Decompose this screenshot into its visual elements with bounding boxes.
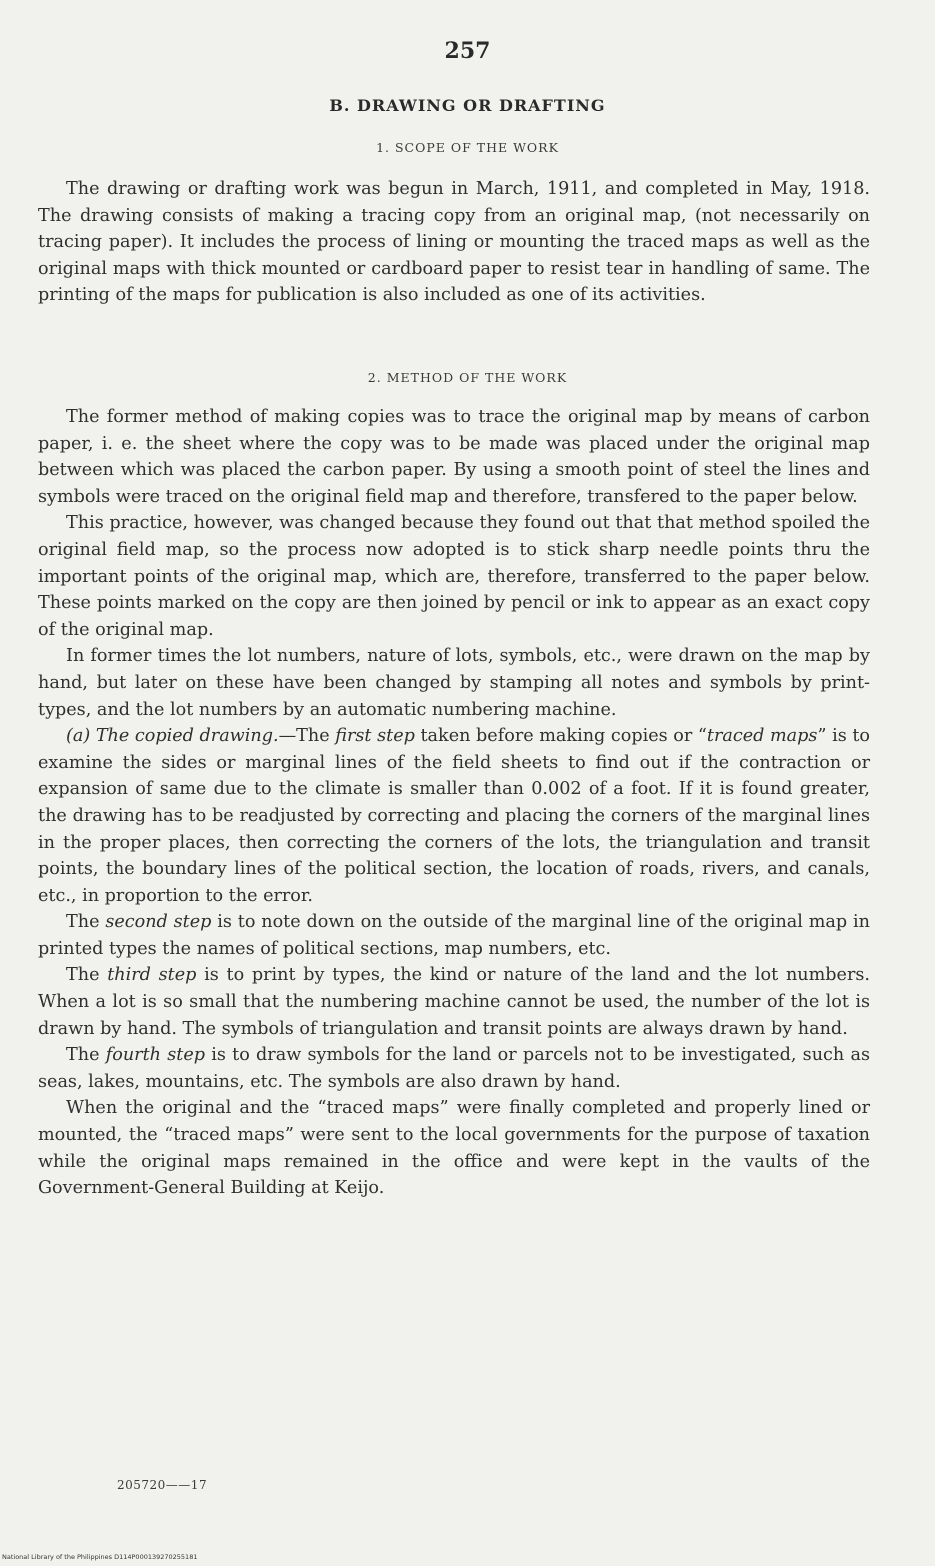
scope-section (38, 176, 870, 309)
third-step-term: third step (107, 965, 197, 986)
section-title: B. DRAWING OR DRAFTING (329, 96, 606, 115)
page-number: 257 (444, 38, 491, 64)
traced-maps-term: traced maps (706, 726, 818, 747)
paragraph-second-step: The second step is to note down on the outside of the marginal line of the original map in printed types the names of political sections, map numbers, etc. (38, 912, 870, 959)
paragraph-former-method: The former method of making copies was to trace the original map by means of carbon paper, i. e. the sheet where the copy was to be made was placed under the original map between which was placed the carbon paper. By using a smooth point of steel the lines and symbols were traced on the original field map and therefore, transfered to the paper below. (38, 407, 870, 507)
paragraph-fourth-step: The fourth step is to draw symbols for the land or parcels not to be investigated, such as seas, lakes, mountains, etc. The symbols are also drawn by hand. (38, 1045, 870, 1092)
subsection-heading-scope: 1. SCOPE OF THE WORK (376, 140, 559, 155)
paragraph-former-times: In former times the lot numbers, nature of lots, symbols, etc., were drawn on the map by hand, but later on these have been changed by stamping all notes and symbols by print-types, and the lot numbers by an automatic numbering machine. (38, 646, 870, 720)
paragraph-copied-drawing: (a) The copied drawing.—The first step taken before making copies or “traced maps” is to examine the sides or marginal lines of the field sheets to find out if the contraction or expansion of same due to the climate is smaller than 0.002 of a foot. If it is found greater, the drawing has to be readjusted by correcting and placing the corners of the marginal lines in the proper places, then correcting the corners of the lots, the triangulation and transit points, the boundary lines of the political section, the location of roads, rivers, and canals, etc., in proportion to the error. (38, 726, 870, 906)
print-signature: 205720——17 (117, 1478, 208, 1492)
paragraph-third-step: The third step is to print by types, the kind or nature of the land and the lot numbers. When a lot is so small that the numbering machine cannot be used, the number of the lot is drawn by hand. The symbols of triangulation and transit points are always drawn by hand. (38, 965, 870, 1039)
paragraph-final: When the original and the “traced maps” were finally completed and properly lined or mounted, the “traced maps” were sent to the local governments for the purpose of taxation while the original maps remained in the office and were kept in the vaults of the Government-General Building at Keijo. (38, 1098, 870, 1199)
paragraph-scope: The drawing or drafting work was begun in March, 1911, and completed in May, 1918. The drawing consists of making a tracing copy from an original map, (not necessarily on tracing paper). It includes the process of lining or mounting the traced maps as well as the original maps with thick mounted or cardboard paper to resist tear in handling of same. The printing of the maps for publication is also included as one of its activities. (38, 179, 870, 306)
library-footer: National Library of the Philippines D114P000139270255181 (2, 1553, 198, 1561)
first-step-term: first step (335, 726, 415, 747)
fourth-step-term: fourth step (105, 1045, 205, 1066)
paragraph-new-practice: This practice, however, was changed because they found out that that method spoiled the original field map, so the process now adopted is to stick sharp needle points thru the important points of the original map, which are, therefore, transferred to the paper below. These points marked on the copy are then joined by pencil or ink to appear as an exact copy of the original map. (38, 513, 870, 640)
second-step-term: second step (105, 912, 212, 933)
subsection-heading-method: 2. METHOD OF THE WORK (367, 370, 568, 385)
copied-drawing-lead: (a) The copied drawing. (66, 726, 279, 747)
method-section (38, 404, 870, 1202)
